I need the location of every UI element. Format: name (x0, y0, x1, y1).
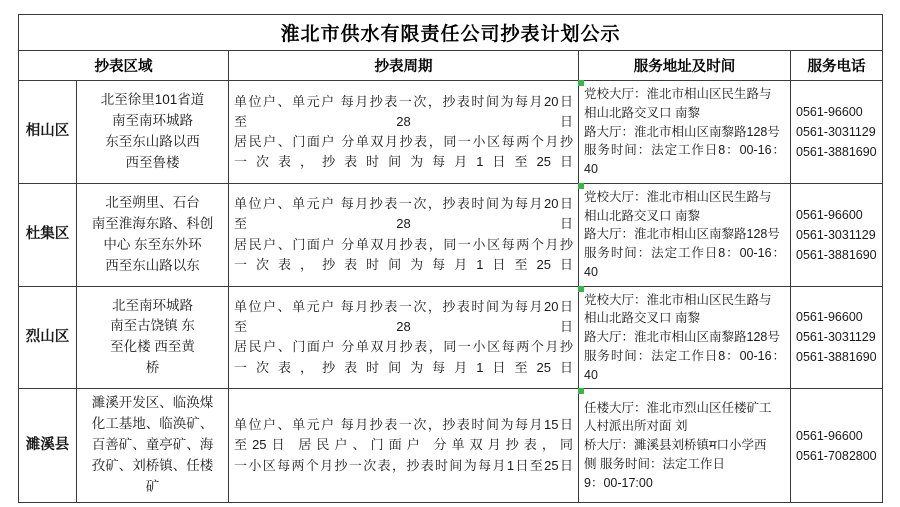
cycle-line: 单位户、单元户 每月抄表一次，抄表时间为每月20日 (234, 93, 573, 109)
cycle-line: 居民户、门面户 分单双月抄表，同一小区每两个月抄 (234, 339, 573, 355)
address-line: 党校大厅：淮北市相山区民生路与 (584, 292, 772, 307)
address-line: 路大厅：淮北市相山区南黎路128号 (584, 124, 780, 139)
address-line: 服务时间：法定工作日8：00-16：40 (584, 246, 785, 279)
area-line: 南至古饶镇 东 (110, 318, 195, 334)
area-line: 北至南环城路 (112, 297, 193, 313)
area-line: 北至徐里101省道 (100, 92, 205, 108)
service-address (579, 389, 791, 503)
cycle-line: 单位户、单元户 每月抄表一次，抄表时间为每月20日 (234, 196, 573, 212)
cycle-line: 一小区每两个月抄一次表，抄表时间为每月1日至25日 (234, 457, 573, 473)
address-line: 相山北路交叉口 南黎 (584, 311, 700, 326)
cycle-line: 至28日 (234, 216, 573, 232)
page-title: 淮北市供水有限责任公司抄表计划公示 (19, 15, 883, 51)
address-line: 人村派出所对面 刘 (584, 419, 688, 434)
column-header-phone: 服务电话 (791, 51, 883, 81)
service-phone (791, 389, 883, 503)
region-area (77, 286, 229, 389)
header-row (19, 51, 883, 81)
service-address (579, 81, 791, 184)
service-address (579, 286, 791, 389)
reading-cycle (229, 389, 579, 503)
phone-line: 0561-96600 (796, 310, 863, 325)
phone-line: 0561-96600 (796, 428, 863, 443)
service-phone (791, 183, 883, 286)
phone-line: 0561-3031129 (796, 124, 876, 139)
cycle-line: 至28日 (234, 113, 573, 129)
phone-line: 0561-96600 (796, 207, 863, 222)
table-row (19, 183, 883, 286)
phone-line: 0561-3881690 (796, 247, 877, 262)
cycle-line: 至25日 居民户、门面户 分单双月抄表，同 (234, 437, 573, 453)
address-line: 路大厅：淮北市相山区南黎路128号 (584, 227, 780, 242)
cycle-line: 至28日 (234, 319, 573, 335)
service-address (579, 183, 791, 286)
address-line: 党校大厅：淮北市相山区民生路与 (584, 87, 772, 101)
address-line: 相山北路交叉口 南黎 (584, 208, 700, 223)
cycle-line: 单位户、单元户 每月抄表一次，抄表时间为每月20日 (234, 299, 573, 315)
area-line: 矿 (145, 478, 160, 494)
phone-line: 0561-3031129 (796, 330, 876, 345)
area-line: 至化楼 西至黄 (110, 339, 195, 355)
area-line: 西至鲁楼 (125, 154, 180, 170)
column-header-region: 抄表区域 (19, 51, 229, 81)
area-line: 中心 东至东外环 (103, 236, 202, 252)
phone-line: 0561-3881690 (796, 144, 877, 159)
area-line: 南至南环城路 (112, 112, 193, 128)
region-area (77, 183, 229, 286)
column-header-cycle: 抄表周期 (229, 51, 579, 81)
region-name: 濉溪县 (19, 389, 77, 503)
cycle-line: 一次表，抄表时间为每月1日至25日 (234, 359, 573, 375)
region-name: 杜集区 (19, 183, 77, 286)
address-line: 党校大厅：淮北市相山区民生路与 (584, 189, 772, 204)
title-row (19, 15, 883, 51)
cycle-line: 居民户、门面户 分单双月抄表，同一小区每两个月抄 (234, 236, 573, 252)
area-line: 百善矿、童亭矿、海 (91, 437, 214, 453)
area-line: 孜矿、刘桥镇、任楼 (91, 458, 214, 474)
service-phone (791, 81, 883, 184)
phone-line: 0561-3881690 (796, 350, 877, 365)
region-name: 烈山区 (19, 286, 77, 389)
phone-line: 0561-96600 (796, 104, 863, 119)
reading-cycle (229, 183, 579, 286)
table-row (19, 286, 883, 389)
cycle-line: 一次表，抄表时间为每月1日至25日 (234, 256, 573, 272)
phone-line: 0561-3031129 (796, 227, 876, 242)
area-line: 北至朔里、石台 (105, 194, 200, 210)
address-line: 任楼大厅：淮北市烈山区任楼矿工 (584, 400, 772, 415)
area-line: 西至东山路以东 (105, 257, 200, 273)
area-line: 桥 (145, 360, 160, 376)
area-line: 濉溪开发区、临涣煤 (91, 395, 214, 411)
cycle-line: 一次表，抄表时间为每月1日至25日 (234, 154, 573, 170)
table-row (19, 81, 883, 184)
address-line: 服务时间：法定工作日8：00-16：40 (584, 348, 785, 382)
address-line: 侧 服务时间：法定工作日 (584, 456, 725, 471)
cycle-line: 居民户、门面户 分单双月抄表，同一小区每两个月抄 (234, 133, 573, 149)
service-phone (791, 286, 883, 389)
address-line: 相山北路交叉口 南黎 (584, 105, 700, 120)
address-line: 服务时间：法定工作日8：00-16：40 (584, 143, 785, 176)
area-line: 东至东山路以西 (105, 133, 200, 149)
region-area (77, 81, 229, 184)
address-line: 路大厅：淮北市相山区南黎路128号 (584, 330, 780, 344)
address-line: 桥大厅：濉溪县刘桥镇म口小学西 (584, 438, 767, 453)
address-line: 9：00-17:00 (584, 475, 653, 490)
area-line: 化工基地、临涣矿、 (91, 416, 214, 432)
meter-reading-plan-table (18, 14, 883, 503)
region-name: 相山区 (19, 81, 77, 184)
reading-cycle (229, 286, 579, 389)
region-area (77, 389, 229, 503)
phone-line: 0561-7082800 (796, 448, 877, 463)
column-header-address: 服务地址及时间 (579, 51, 791, 81)
reading-cycle (229, 81, 579, 184)
cycle-line: 单位户、单元户 每月抄表一次，抄表时间为每月15日 (234, 417, 573, 433)
area-line: 南至淮海东路、科创 (91, 215, 214, 231)
table-row (19, 389, 883, 503)
